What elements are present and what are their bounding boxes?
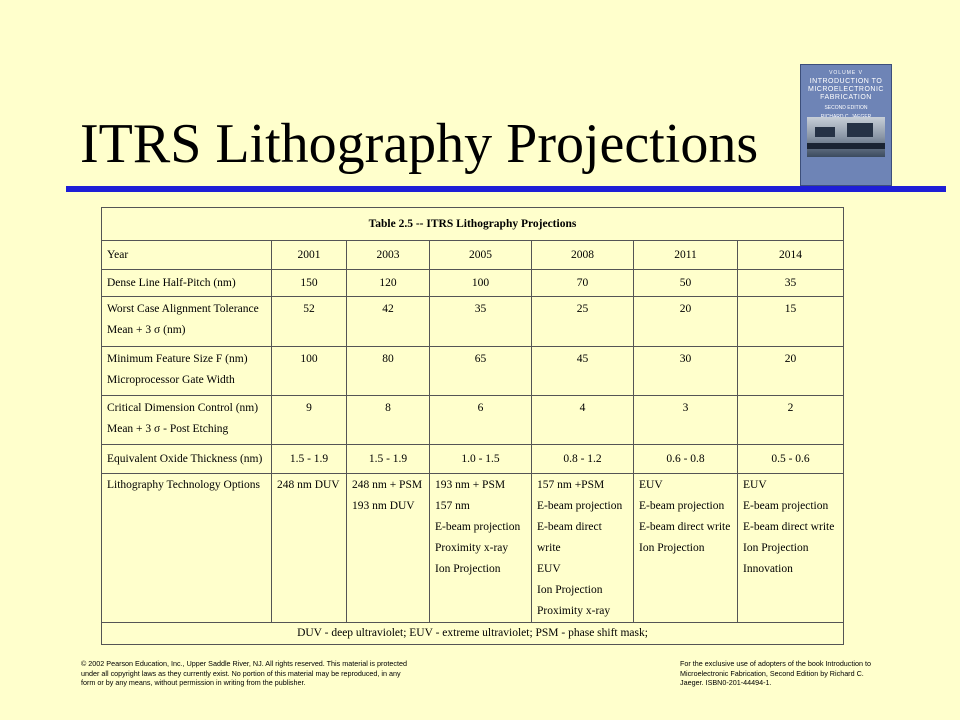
year-cell: 2011 xyxy=(634,241,738,270)
table-cell: 35 xyxy=(738,270,844,297)
litho-options-cell xyxy=(634,474,738,623)
row-label-line: Critical Dimension Control (nm) xyxy=(107,402,259,414)
cover-title-line: MICROELECTRONIC xyxy=(808,86,884,93)
litho-option: 248 nm DUV xyxy=(277,479,340,491)
table-footer-legend: DUV - deep ultraviolet; EUV - extreme ultraviolet; PSM - phase shift mask; xyxy=(102,623,844,645)
table-cell: 100 xyxy=(272,347,347,396)
table-cell: 42 xyxy=(347,297,430,347)
table-cell: 30 xyxy=(634,347,738,396)
table-cell: 35 xyxy=(430,297,532,347)
table-cell: 45 xyxy=(532,347,634,396)
litho-options-cell xyxy=(272,474,347,623)
year-cell: 2003 xyxy=(347,241,430,270)
row-label-line: Minimum Feature Size F (nm) xyxy=(107,353,248,365)
litho-option: E-beam projection xyxy=(537,500,623,512)
litho-option: Innovation xyxy=(743,563,793,575)
litho-option: E-beam projection xyxy=(435,521,521,533)
table-cell: 120 xyxy=(347,270,430,297)
row-label-line: Mean + 3 σ (nm) xyxy=(107,324,186,336)
litho-option: E-beam projection xyxy=(639,500,725,512)
table-cell: 8 xyxy=(347,396,430,445)
cover-title xyxy=(801,78,891,102)
table-caption: Table 2.5 -- ITRS Lithography Projections xyxy=(102,208,844,241)
litho-option: Ion Projection xyxy=(743,542,809,554)
year-cell: 2005 xyxy=(430,241,532,270)
table-cell: 15 xyxy=(738,297,844,347)
year-cell: 2008 xyxy=(532,241,634,270)
cover-title-line: INTRODUCTION TO xyxy=(809,78,883,85)
litho-options-cell xyxy=(430,474,532,623)
cover-edition: SECOND EDITION xyxy=(824,105,868,111)
table-cell: 1.5 - 1.9 xyxy=(272,445,347,474)
litho-options-cell xyxy=(532,474,634,623)
litho-option: E-beam projection xyxy=(743,500,829,512)
cover-art-shape xyxy=(847,123,873,137)
table-cell: 50 xyxy=(634,270,738,297)
litho-option: 248 nm + PSM xyxy=(352,479,423,491)
table-cell: 65 xyxy=(430,347,532,396)
row-label-oxide: Equivalent Oxide Thickness (nm) xyxy=(102,445,272,474)
table-cell: 1.5 - 1.9 xyxy=(347,445,430,474)
row-label-line: Worst Case Alignment Tolerance xyxy=(107,303,259,315)
litho-option: Ion Projection xyxy=(435,563,501,575)
table-cell: 2 xyxy=(738,396,844,445)
table-cell: 0.8 - 1.2 xyxy=(532,445,634,474)
litho-option: E-beam direct write xyxy=(537,521,602,554)
litho-option: EUV xyxy=(639,479,663,491)
table-cell: 80 xyxy=(347,347,430,396)
cover-artwork xyxy=(807,117,885,157)
litho-options-cell xyxy=(347,474,430,623)
row-label-alignment xyxy=(102,297,272,347)
litho-option: Ion Projection xyxy=(537,584,603,596)
copyright-notice: © 2002 Pearson Education, Inc., Upper Saddle River, NJ. All rights reserved. This material is protected under all copyright laws as they currently exist. No portion of this material may be reproduced, in any form or by any means, without permission in writing from the publisher. xyxy=(81,659,407,687)
table-cell: 25 xyxy=(532,297,634,347)
slide-title: ITRS Lithography Projections xyxy=(80,113,759,175)
row-label-line: Microprocessor Gate Width xyxy=(107,374,235,386)
year-cell: 2001 xyxy=(272,241,347,270)
table-cell: 0.5 - 0.6 xyxy=(738,445,844,474)
litho-option: Ion Projection xyxy=(639,542,705,554)
book-cover-image xyxy=(800,64,892,186)
litho-options-cell xyxy=(738,474,844,623)
table-cell: 100 xyxy=(430,270,532,297)
row-label-feature-size xyxy=(102,347,272,396)
row-label-line: Mean + 3 σ - Post Etching xyxy=(107,423,229,435)
table-cell: 70 xyxy=(532,270,634,297)
cover-art-shape xyxy=(807,143,885,149)
litho-option: E-beam direct write xyxy=(639,521,731,533)
table-cell: 20 xyxy=(634,297,738,347)
litho-option: 193 nm DUV xyxy=(352,500,415,512)
row-label-year: Year xyxy=(102,241,272,270)
litho-option: EUV xyxy=(743,479,767,491)
row-label-litho-options: Lithography Technology Options xyxy=(102,474,272,623)
row-label-half-pitch: Dense Line Half-Pitch (nm) xyxy=(102,270,272,297)
table-cell: 9 xyxy=(272,396,347,445)
litho-option: EUV xyxy=(537,563,561,575)
litho-option: Proximity x-ray xyxy=(537,605,611,617)
year-cell: 2014 xyxy=(738,241,844,270)
title-underline xyxy=(66,186,946,192)
table-cell: 3 xyxy=(634,396,738,445)
itrs-table xyxy=(101,207,844,645)
litho-option: 157 nm +PSM xyxy=(537,479,605,491)
table-cell: 150 xyxy=(272,270,347,297)
cover-volume: VOLUME V xyxy=(829,70,863,76)
litho-option: Proximity x-ray xyxy=(435,542,509,554)
cover-art-shape xyxy=(815,127,835,137)
table-cell: 52 xyxy=(272,297,347,347)
table-cell: 1.0 - 1.5 xyxy=(430,445,532,474)
litho-option: 193 nm + PSM xyxy=(435,479,506,491)
cover-title-line: FABRICATION xyxy=(820,94,872,101)
adopter-notice: For the exclusive use of adopters of the book Introduction to Microelectronic Fabrication, Second Edition by Richard C. Jaeger. ISBN0-201-44494-1. xyxy=(680,659,871,687)
litho-option: 157 nm xyxy=(435,500,470,512)
row-label-cd-control xyxy=(102,396,272,445)
table-cell: 0.6 - 0.8 xyxy=(634,445,738,474)
table-cell: 6 xyxy=(430,396,532,445)
table-cell: 4 xyxy=(532,396,634,445)
litho-option: E-beam direct write xyxy=(743,521,835,533)
table-cell: 20 xyxy=(738,347,844,396)
